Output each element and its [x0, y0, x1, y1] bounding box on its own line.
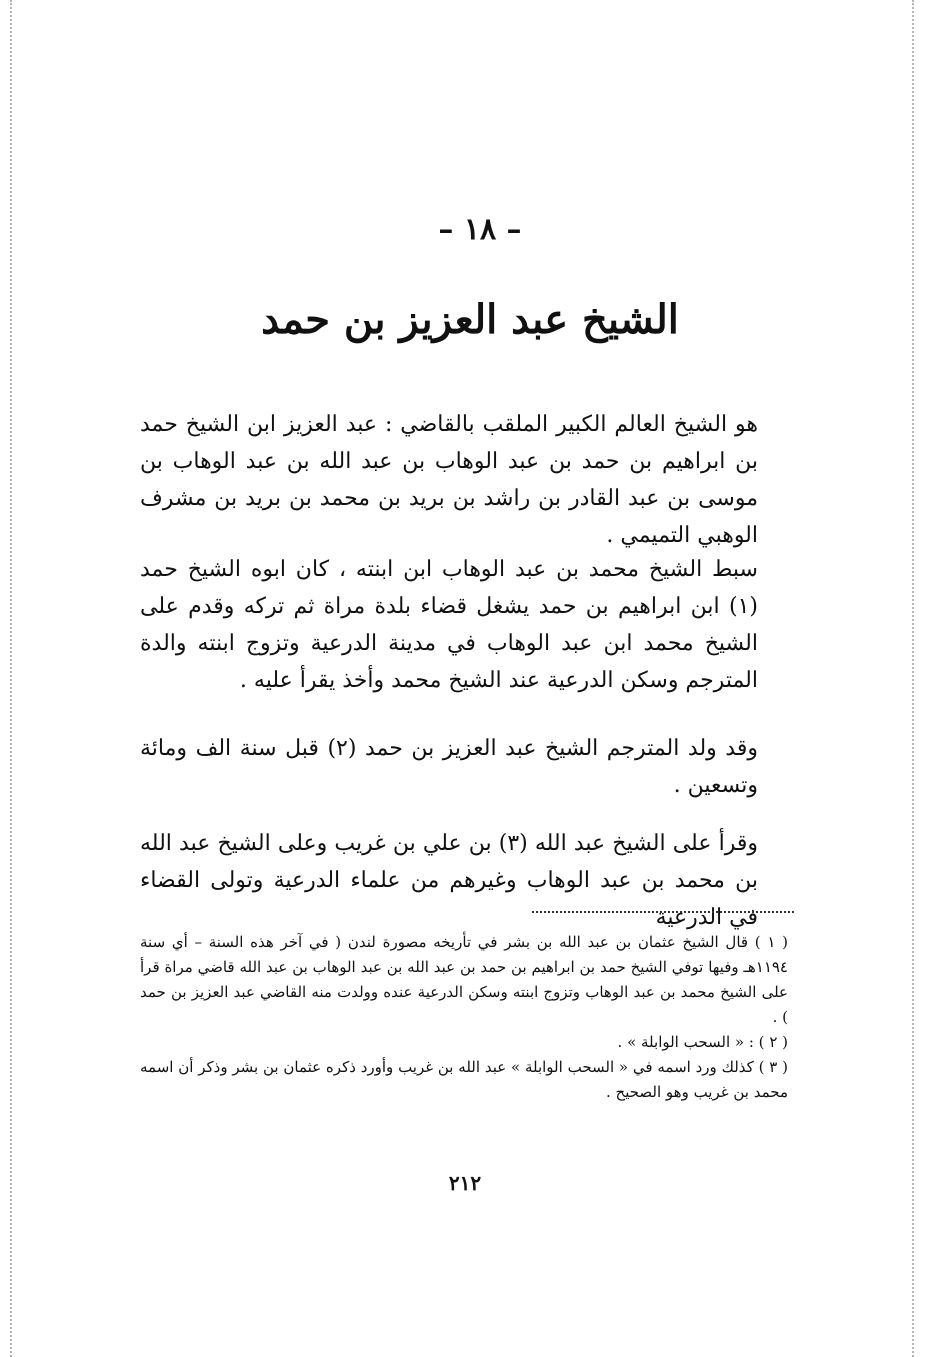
paragraph-4 [140, 825, 788, 936]
footnotes [140, 930, 788, 1105]
paragraph-4-text: وقرأ على الشيخ عبد الله (٣) بن علي بن غريب وعلى الشيخ عبد الله بن محمد بن عبد الوهاب وغيرهم من علماء الدرعية وتولى القضاء في الدرعية [140, 831, 758, 930]
footnote-3: ( ٣ ) كذلك ورد اسمه في « السحب الوابلة » عبد الله بن غريب وأورد ذكره عثمان بن بشر وذكر أن اسمه محمد بن غريب وهو الصحيح . [140, 1058, 788, 1101]
footnote-divider [532, 911, 794, 913]
paragraph-3 [140, 730, 788, 804]
right-edge-dots [912, 0, 914, 1357]
footnote-2: ( ٢ ) : « السحب الوابلة » . [617, 1033, 788, 1051]
page-number: ٢١٢ [448, 1171, 482, 1195]
page-title: الشيخ عبد العزيز بن حمد [261, 296, 679, 343]
paragraph-2-text: سبط الشيخ محمد بن عبد الوهاب ابن ابنته ، كان ابوه الشيخ حمد (١) ابن ابراهيم بن حمد يشغل قضاء بلدة مراة ثم تركه وقدم على الشيخ محمد ابن عبد الوهاب في مدينة الدرعية وتزوج ابنته والدة المترجم وسكن الدرعية عند الشيخ محمد وأخذ يقرأ عليه . [140, 557, 758, 693]
paragraph-2 [140, 551, 788, 699]
paragraph-3-text: وقد ولد المترجم الشيخ عبد العزيز بن حمد (٢) قبل سنة الف ومائة وتسعين . [140, 736, 758, 798]
paragraph-1 [140, 406, 788, 554]
section-number: – ١٨ – [438, 212, 522, 247]
left-edge-dots [10, 0, 12, 1357]
paragraph-1-text: هو الشيخ العالم الكبير الملقب بالقاضي : عبد العزيز ابن الشيخ حمد بن ابراهيم بن حمد بن عبد الوهاب بن عبد الله بن عبد الوهاب بن موسى بن عبد القادر بن راشد بن بريد بن محمد بن بريد بن مشرف الوهبي التميمي . [140, 412, 758, 548]
footnote-1: ( ١ ) قال الشيخ عثمان بن عبد الله بن بشر في تأريخه مصورة لندن ( في آخر هذه السنة – أي سنة ١١٩٤هـ وفيها توفي الشيخ حمد بن ابراهيم بن حمد بن عبد الله بن عبد الوهاب بن عبد الله قاضي مراة قرأ على الشيخ محمد بن عبد الوهاب وتزوج ابنته وسكن الدرعية عنده وولدت منه القاضي عبد العزيز بن حمد ) . [140, 933, 788, 1026]
